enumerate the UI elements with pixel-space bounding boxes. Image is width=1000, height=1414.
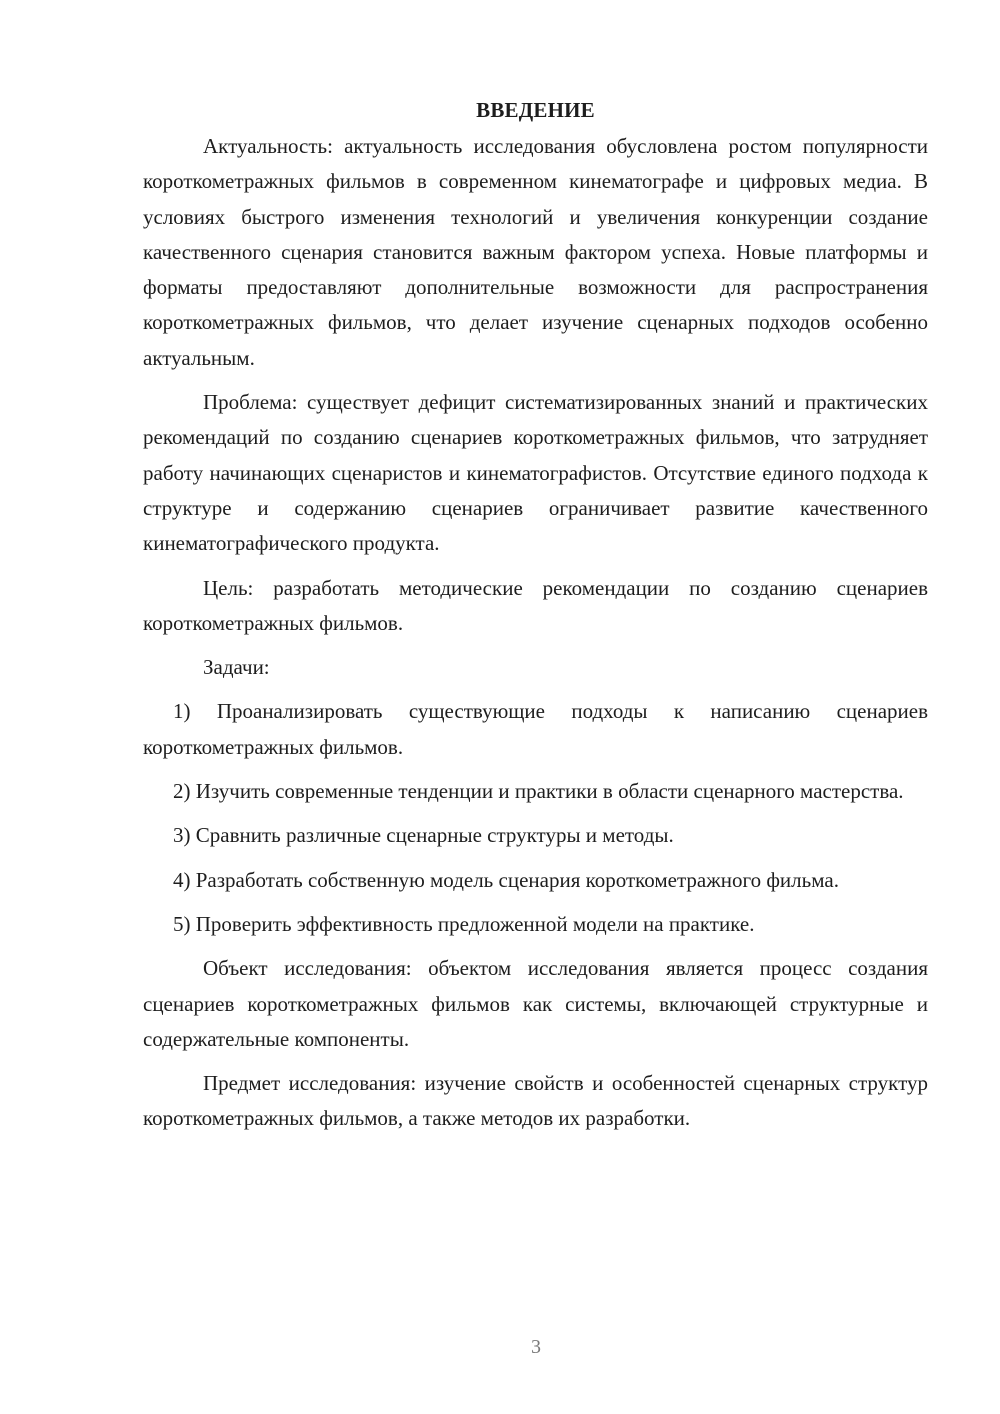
task-item-4: 4) Разработать собственную модель сценария короткометражного фильма. xyxy=(173,867,839,892)
paragraph-object: Объект исследования: объектом исследования является процесс создания сценариев короткометражных фильмов как системы, включающей структурные и содержательные компоненты. xyxy=(143,956,928,1051)
task-item-3: 3) Сравнить различные сценарные структуры и методы. xyxy=(173,823,674,848)
page-number: 3 xyxy=(531,1336,541,1358)
document-page xyxy=(143,95,928,1146)
paragraph-goal: Цель: разработать методические рекомендации по созданию сценариев короткометражных фильмов. xyxy=(143,575,928,635)
paragraph-problem: Проблема: существует дефицит систематизированных знаний и практических рекомендаций по созданию сценариев короткометражных фильмов, что затрудняет работу начинающих сценаристов и кинематографистов. Отсутствие единого подхода к структуре и содержанию сценариев ограничивает развитие качественного кинематографического продукта. xyxy=(143,390,928,556)
section-title: ВВЕДЕНИЕ xyxy=(476,98,595,122)
paragraph-tasks-heading: Задачи: xyxy=(203,655,270,680)
task-item-2: 2) Изучить современные тенденции и практики в области сценарного мастерства. xyxy=(173,779,904,804)
paragraph-relevance: Актуальность: актуальность исследования обусловлена ростом популярности короткометражных фильмов в современном кинематографе и цифровых медиа. В условиях быстрого изменения технологий и увеличения конкуренции создание качественного сценария становится важным фактором успеха. Новые платформы и форматы предоставляют дополнительные возможности для распространения короткометражных фильмов, что делает изучение сценарных подходов особенно актуальным. xyxy=(143,134,928,370)
task-item-5: 5) Проверить эффективность предложенной модели на практике. xyxy=(173,911,755,936)
task-item-1: 1) Проанализировать существующие подходы к написанию сценариев короткометражных фильмов. xyxy=(143,699,928,759)
paragraph-subject: Предмет исследования: изучение свойств и особенностей сценарных структур короткометражных фильмов, а также методов их разработки. xyxy=(143,1071,928,1131)
